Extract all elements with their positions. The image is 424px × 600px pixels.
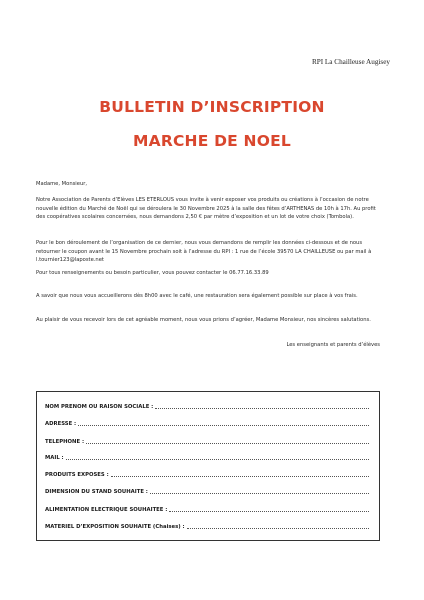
name-field-label: NOM PRENOM OU RAISON SOCIALE : (45, 404, 154, 410)
letter-paragraph-welcome: A savoir que nous vous accueillerons dès 8h00 avec le café, une restauration sera également possible sur place à vos frais. (36, 293, 358, 299)
name-field[interactable] (45, 400, 369, 410)
letter-paragraph-contact: Pour tous renseignements ou besoin particulier, vous pouvez contacter le 06.77.16.33.89 (36, 270, 269, 276)
letter-greeting: Madame, Monsieur, (36, 181, 88, 187)
stand-size-field-line[interactable] (150, 493, 369, 494)
document-title: BULLETIN D’INSCRIPTION (99, 98, 325, 116)
address-field[interactable] (45, 417, 369, 427)
organization-name: RPI La Chailleuse Augisey (311, 58, 390, 66)
mail-field-label: MAIL : (45, 455, 64, 461)
letter-paragraph-invitation: Notre Association de Parents d’Elèves LES ETERLOUS vous invite à venir exposer vos produits ou créations à l’occasion de notre nouvelle édition du Marché de Noël qui se déroulera le 30 Novembre 2025 à la salle des fêtes d’ARTHENAS de 10h à 17h. Au profit des coopératives scolaires concernées, nous demandons 2,50 € par mètre d’exposition et un lot de votre choix (Tombola). (36, 197, 376, 221)
letter-paragraph-instructions: Pour le bon déroulement de l’organisation de ce dernier, nous vous demandons de remplir les données ci-dessous et de nous retourner le coupon avant le 15 Novembre prochain soit à l’adresse du RPI : 1 rue de l’école 39570 LA CHAILLEUSE ou par mail à l.tournier123@laposte.net (36, 240, 372, 264)
products-field[interactable] (45, 468, 369, 478)
address-field-line[interactable] (78, 425, 369, 426)
power-supply-field[interactable] (45, 503, 369, 513)
stand-size-field[interactable] (45, 485, 369, 495)
stand-size-field-label: DIMENSION DU STAND SOUHAITE : (45, 489, 148, 495)
power-supply-field-line[interactable] (169, 511, 369, 512)
products-field-line[interactable] (111, 476, 369, 477)
phone-field-label: TELEPHONE : (45, 439, 85, 445)
name-field-line[interactable] (155, 408, 369, 409)
registration-form (36, 391, 380, 541)
address-field-label: ADRESSE : (45, 421, 77, 427)
document-subtitle: MARCHE DE NOEL (133, 132, 291, 150)
products-field-label: PRODUITS EXPOSES : (45, 472, 109, 478)
letter-signature: Les enseignants et parents d’élèves (286, 342, 380, 348)
phone-field-line[interactable] (86, 443, 369, 444)
letter-paragraph-closing: Au plaisir de vous recevoir lors de cet agréable moment, nous vous prions d’agréer, Madame Monsieur, nos sincères salutations. (36, 317, 371, 323)
mail-field[interactable] (45, 451, 369, 461)
material-field-label: MATERIEL D’EXPOSITION SOUHAITE (Chaises) : (45, 524, 185, 530)
phone-field[interactable] (45, 435, 369, 445)
material-field[interactable] (45, 520, 369, 530)
material-field-line[interactable] (187, 528, 369, 529)
power-supply-field-label: ALIMENTATION ELECTRIQUE SOUHAITEE : (45, 507, 168, 513)
mail-field-line[interactable] (66, 459, 369, 460)
